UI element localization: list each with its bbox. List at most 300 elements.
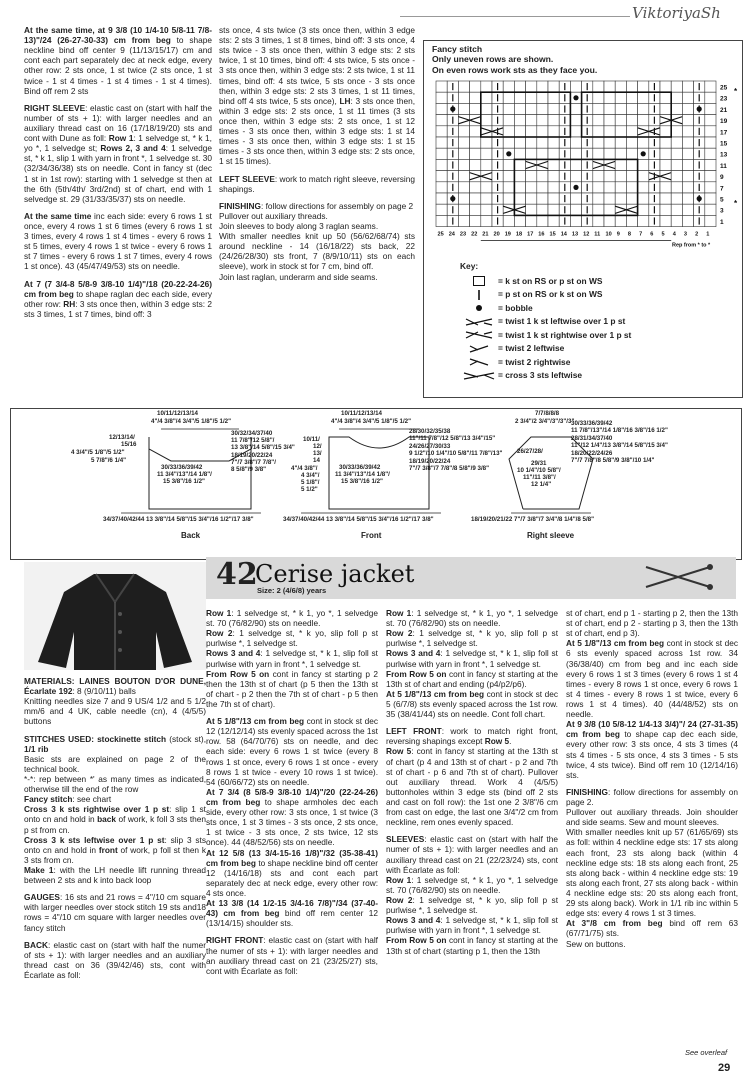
grid-cell <box>638 92 649 103</box>
row-number: 19 <box>720 118 728 126</box>
grid-cell <box>570 148 581 159</box>
grid-cell <box>514 148 525 159</box>
grid-cell <box>615 137 626 148</box>
front-inner3: 15 3/8"/16 1/2" <box>341 478 383 485</box>
grid-cell <box>705 171 716 182</box>
grid-cell <box>638 182 649 193</box>
grid-cell <box>436 137 447 148</box>
top-col1-paragraph-2: RIGHT SLEEVE: elastic cast on (start with half the number of sts + 1): with larger needles and an auxiliary thread cast on 16 (17/18/19/20) sts and cont with Dune as foll: Row 1: 1 selvedge st, * k 1, yo *, 1 selvedge st; Rows 2, 3 and 4: 1 selvedge st, * k 1, slip 1 with yarn in front *, 1 selvedge st. 30 (32/34/36/38) sts on needle. Cont in fancy st (dec 1 st in 1st row): starting with 1 selvedge st then at the 6th (5th/4th/ 3rd/2nd) st of chart, end with 1 selvedge st. 29 (31/33/35/37) sts on needle. <box>24 102 212 204</box>
front-top: 10/11/12/13/14 <box>341 410 382 417</box>
grid-cell <box>593 115 604 126</box>
grid-cell <box>638 193 649 204</box>
back-label: Back <box>181 531 201 540</box>
front-right6: 7"/7 3/8"/7 7/8"/8 5/8"/9 3/8" <box>409 465 490 472</box>
front-right2: 11"/11 7/8"/12 5/8"/13 3/4"/15" <box>409 435 496 442</box>
grid-cell <box>660 159 671 170</box>
front-left6: 4 3/4"/ <box>301 472 320 479</box>
grid-cell <box>682 92 693 103</box>
grid-cell <box>514 137 525 148</box>
bottom-column-4 <box>566 608 738 1048</box>
bottom-column-1 <box>24 676 206 1048</box>
row-number: 17 <box>720 129 728 137</box>
grid-cell <box>458 182 469 193</box>
sleeve-right2: 11 7/8"/13"/14 1/8"/16 3/8"/16 1/2" <box>571 427 668 434</box>
top-column-1 <box>24 25 212 403</box>
sleeve-bottom: 18/19/20/21/22 7"/7 3/8"/7 3/4"/8 1/4"/8 5/8" <box>471 516 595 523</box>
grid-cell <box>682 204 693 215</box>
sleeve-right5: 18/20/22/24/26 <box>571 450 613 457</box>
sleeve-right1: 30/33/36/39/42 <box>571 420 613 427</box>
back-inner2: 11 3/4"/13"/14 1/8"/ <box>157 471 212 478</box>
key-row <box>460 355 631 369</box>
bottom-column-2 <box>206 608 378 1048</box>
column-number: 18 <box>515 231 523 238</box>
grid-cell <box>503 126 514 137</box>
grid-cell <box>604 182 615 193</box>
grid-cell <box>548 215 559 226</box>
grid-cell <box>705 81 716 92</box>
grid-cell <box>593 103 604 114</box>
grid-cell <box>548 103 559 114</box>
grid-cell <box>470 193 481 204</box>
grid-cell <box>705 115 716 126</box>
grid-cell <box>503 103 514 114</box>
grid-cell <box>470 204 481 215</box>
grid-cell <box>626 159 637 170</box>
grid-cell <box>537 182 548 193</box>
see-overleaf: See overleaf <box>685 1048 728 1057</box>
column-number: 22 <box>471 231 478 238</box>
grid-cell <box>604 204 615 215</box>
grid-cell <box>526 137 537 148</box>
grid-cell <box>570 137 581 148</box>
sleeve-inner3: 10 1/4"/10 5/8"/ <box>517 467 561 474</box>
top-col1-paragraph-4: At 7 (7 3/4-8 5/8-9 3/8-10 1/4)"/18 (20-22-24-26) cm from beg to shape raglan dec each side, every other row: RH: 3 sts once then, within 3 edge sts: 2 sts 3 times, 1 st 7 times, bind off: 3 <box>24 278 212 319</box>
grid-cell <box>503 215 514 226</box>
top-column-2 <box>219 25 415 403</box>
grid-cell <box>526 193 537 204</box>
sleeve-right3: 28/31/34/37/40 <box>571 435 613 442</box>
grid-cell <box>660 204 671 215</box>
grid-cell <box>514 81 525 92</box>
row-number: 15 <box>720 140 728 148</box>
column-number: 15 <box>549 231 556 238</box>
grid-cell <box>638 103 649 114</box>
grid-cell <box>548 182 559 193</box>
back-left1: 12/13/14/ <box>109 434 135 441</box>
grid-cell <box>660 126 671 137</box>
column-number: 16 <box>538 231 545 238</box>
grid-cell <box>604 126 615 137</box>
grid-cell <box>458 148 469 159</box>
jacket-photo <box>24 562 206 670</box>
grid-cell <box>548 92 559 103</box>
grid-cell <box>481 182 492 193</box>
grid-cell <box>593 126 604 137</box>
key-label: = twist 1 k st rightwise over 1 p st <box>498 329 632 340</box>
grid-cell <box>481 159 492 170</box>
bottom-col1-paragraph-3: GAUGES: 16 sts and 21 rows = 4"/10 cm square with larger needles over stock stitch 19 sts and18 rows = 4"/10 cm square with larger needles over fancy stitch <box>24 892 206 933</box>
grid-cell <box>537 81 548 92</box>
column-number: 1 <box>706 231 710 238</box>
grid-cell <box>458 204 469 215</box>
grid-cell <box>570 171 581 182</box>
grid-cell <box>615 159 626 170</box>
grid-cell <box>537 103 548 114</box>
grid-cell <box>458 159 469 170</box>
back-left2: 15/16 <box>121 441 137 448</box>
grid-cell <box>537 92 548 103</box>
grid-cell <box>526 215 537 226</box>
grid-cell <box>526 171 537 182</box>
grid-cell <box>604 215 615 226</box>
rep-star-top: * <box>734 87 738 97</box>
grid-cell <box>705 137 716 148</box>
grid-cell <box>570 159 581 170</box>
bottom-col3-paragraph-1: Row 1: 1 selvedge st, * k 1, yo *, 1 selvedge st. 70 (76/82/90) sts on needle. Row 2: 1 selvedge st, * k yo, slip foll p st purlwise *, 1 selvedge st. Rows 3 and 4: 1 selvedge st, * k 1, slip foll st purlwise with yarn in front *, 1 selvedge st. From Row 5 on cont in fancy st starting at the 13th st of chart and ending (p4/p2/p6). At 5 1/8"/13 cm from beg cont in stock st dec 5 (6/7/8) sts evenly spaced across the 1st row. 35 (38/41/44) sts on needle. Cont foll chart. <box>386 608 558 720</box>
column-number: 9 <box>616 231 620 238</box>
grid-cell <box>548 126 559 137</box>
grid-cell <box>503 81 514 92</box>
grid-cell <box>671 137 682 148</box>
grid-cell <box>436 182 447 193</box>
back-right4: 18/19/20/22/24 <box>231 452 273 459</box>
row-number: 1 <box>720 218 724 226</box>
grid-cell <box>626 137 637 148</box>
back-top2: 4"/4 3/8"/4 3/4"/5 1/8"/5 1/2" <box>151 418 232 425</box>
front-left2: 12/ <box>313 443 322 450</box>
grid-cell <box>537 204 548 215</box>
grid-cell <box>514 215 525 226</box>
chart-key <box>460 261 631 382</box>
grid-cell <box>470 137 481 148</box>
sleeve-right4: 11"/12 1/4"/13 3/8"/14 5/8"/15 3/4" <box>571 442 668 449</box>
grid-cell <box>671 126 682 137</box>
grid-cell <box>604 193 615 204</box>
rep-star-bottom: * <box>734 199 738 209</box>
row-number: 9 <box>720 174 724 182</box>
row-number: 25 <box>720 84 728 92</box>
key-label: = bobble <box>498 302 533 313</box>
grid-cell <box>526 103 537 114</box>
twist-right-icon <box>460 330 498 340</box>
knitting-needles-icon <box>644 557 714 599</box>
grid-cell <box>682 159 693 170</box>
grid-cell <box>436 103 447 114</box>
grid-cell <box>705 215 716 226</box>
bobble-mark <box>697 106 702 111</box>
sleeve-inner1: 26/27/28/ <box>517 448 543 455</box>
grid-cell <box>615 81 626 92</box>
grid-cell <box>660 92 671 103</box>
grid-cell <box>537 193 548 204</box>
grid-cell <box>682 81 693 92</box>
grid-cell <box>481 115 492 126</box>
grid-cell <box>671 159 682 170</box>
row-number: 21 <box>720 106 728 114</box>
grid-cell <box>626 215 637 226</box>
sleeve-top2: 2 3/4"/2 3/4"/3"/3"/3" <box>515 418 575 425</box>
grid-cell <box>604 171 615 182</box>
grid-cell <box>593 171 604 182</box>
grid-cell <box>458 81 469 92</box>
front-left3: 13/ <box>313 450 322 457</box>
grid-cell <box>604 81 615 92</box>
bobble-mark <box>573 95 578 100</box>
column-number: 5 <box>661 231 665 238</box>
grid-cell <box>481 215 492 226</box>
back-left4: 5 7/8"/6 1/4" <box>91 457 127 464</box>
schematics-panel <box>10 408 742 560</box>
key-label: = twist 1 k st leftwise over 1 p st <box>498 316 626 327</box>
front-right5: 18/19/20/22/24 <box>409 458 451 465</box>
bobble-mark <box>450 106 455 111</box>
key-row <box>460 315 631 329</box>
grid-cell <box>660 182 671 193</box>
grid-cell <box>481 193 492 204</box>
top-col2-paragraph-2: LEFT SLEEVE: work to match right sleeve, reversing shapings. <box>219 173 415 194</box>
grid-cell <box>705 182 716 193</box>
grid-cell <box>705 148 716 159</box>
bottom-col2-paragraph-1: Row 1: 1 selvedge st, * k 1, yo *, 1 selvedge st. 70 (76/82/90) sts on needle. Row 2: 1 selvedge st, * k yo, slip foll p st purlwise *, 1 selvedge st. Rows 3 and 4: 1 selvedge st, * k 1, slip foll st purlwise with yarn in front *, 1 selvedge st. From Row 5 on cont in fancy st starting p 2 then the 13th st of chart (p 5 then the 13th st of chart - p 2 then the 7th st of chart - p 5 then the 7th st of chart). <box>206 608 378 709</box>
front-right1: 28/30/32/35/38 <box>409 428 451 435</box>
grid-cell <box>682 103 693 114</box>
grid-cell <box>615 215 626 226</box>
bottom-col2-paragraph-2: At 5 1/8"/13 cm from beg cont in stock st dec 12 (12/12/14) sts evenly spaced across the 1st row. 58 (64/70/76) sts on needle, and dec each side: every 6 rows 1 st twice (every 8 rows 1 st once, every 6 rows 1 st once - every 8 rows 1 st twice - every 10 rows 1 st twice). 54 (60/66/72) sts on needle. At 7 3/4 (8 5/8-9 3/8-10 1/4)"/20 (22-24-26) cm from beg to shape armholes dec each side, every other row: 3 sts once, 1 st twice (3 sts once, 1 st 3 times - 3 sts once, 2 sts once, 1 st twice - 3 sts once, 2 sts twice, 12 sts once). 44 (48/52/56) sts on needle. At 12 5/8 (13 3/4-15-16 1/8)"/32 (35-38-41) cm from beg to shape neckline bind off center 12 (14/16/18) sts and cont each part separately dec at neck edge, every other row: 4 sts once. At 13 3/8 (14 1/2-15 3/4-16 7/8)"/34 (37-40-43) cm from beg bind off rem center 12 (13/14/15) shoulder sts. <box>206 716 378 929</box>
grid-cell <box>615 92 626 103</box>
grid-cell <box>436 204 447 215</box>
grid-cell <box>537 215 548 226</box>
grid-cell <box>638 215 649 226</box>
grid-cell <box>514 159 525 170</box>
back-right5: 7"/7 3/8"/7 7/8"/ <box>231 459 276 466</box>
grid-cell <box>626 81 637 92</box>
bottom-col1-paragraph-2: STITCHES USED: stockinette stitch (stock st), 1/1 rib Basic sts are explained on page 2 of the technical book. *-*: rep between *' as many times as indicated, otherwise till the end of the row Fancy stitch: see chart Cross 3 k sts rightwise over 1 p st: slip 1 st onto cn and hold in back of work, k foll 3 sts then p st from cn. Cross 3 k sts leftwise over 1 p st: slip 3 sts onto cn and hold in front of work, p foll st then k 3 sts from cn. Make 1: with the LH needle lift running thread between 2 sts and k into back loop <box>24 733 206 886</box>
grid-cell <box>705 126 716 137</box>
bottom-column-3 <box>386 608 558 1048</box>
grid-cell <box>593 148 604 159</box>
key-label: = cross 3 sts leftwise <box>498 370 583 381</box>
sleeve-label: Right sleeve <box>527 531 575 540</box>
sleeve-inner4: 11"/11 3/8"/ <box>523 474 556 481</box>
key-title: Key: <box>460 261 479 271</box>
grid-cell <box>470 92 481 103</box>
bottom-col3-paragraph-3: SLEEVES: elastic cast on (start with half the numer of sts + 1): with larger needles and an auxiliary thread cast on 21 (22/23/24) sts, cont with Écarlate as foll: Row 1: 1 selvedge st, * k 1, yo *, 1 selvedge st. 70 (76/82/90) sts on needle. Row 2: 1 selvedge st, * k yo, slip foll p st purlwise *, 1 selvedge st. Rows 3 and 4: 1 selvedge st, * k 1, slip foll st purlwise with yarn in front *, 1 selvedge st. From Row 5 on cont in fancy st starting at the 13th st of chart (starting p 1, then the 13th <box>386 834 558 956</box>
grid-cell <box>514 171 525 182</box>
grid-cell <box>436 159 447 170</box>
bottom-col1-paragraph-4: BACK: elastic cast on (start with half the numer of sts + 1): with larger needles and an auxiliary thread cast on 36 (39/42/46) sts, cont with Écarlate as foll: <box>24 939 206 980</box>
bottom-col1-paragraph-1: MATERIALS: LAINES BOUTON D'OR DUNE, Écarlate 192: 8 (9/10/11) balls Knitting needles size 7 and 9 US/4 1/2 and 5 1/2 mm/6 and 4 UK, cable needle (cn), 4 (4/5/5) buttons <box>24 676 206 727</box>
front-left7: 5 1/8"/ <box>301 479 320 486</box>
key-row <box>460 274 631 288</box>
grid-cell <box>671 193 682 204</box>
grid-cell <box>458 103 469 114</box>
header-rule <box>400 16 630 17</box>
key-label: = twist 2 rightwise <box>498 356 571 367</box>
grid-cell <box>604 137 615 148</box>
key-label: = p st on RS or k st on WS <box>498 289 603 300</box>
grid-cell <box>458 193 469 204</box>
grid-cell <box>470 148 481 159</box>
front-right4: 9 1/2"/10 1/4"/10 5/8"/11 7/8"/13" <box>409 450 503 457</box>
column-number: 17 <box>527 231 534 238</box>
jacket-illustration <box>24 562 206 670</box>
grid-cell <box>526 204 537 215</box>
front-inner2: 11 3/4"/13"/14 1/8"/ <box>335 471 390 478</box>
grid-cell <box>671 148 682 159</box>
grid-cell <box>436 215 447 226</box>
grid-cell <box>481 81 492 92</box>
grid-cell <box>548 193 559 204</box>
back-left3: 4 3/4"/5 1/8"/5 1/2" <box>71 449 125 456</box>
grid-cell <box>705 92 716 103</box>
grid-cell <box>548 204 559 215</box>
grid-cell <box>481 204 492 215</box>
grid-cell <box>503 193 514 204</box>
grid-cell <box>626 193 637 204</box>
grid-cell <box>638 137 649 148</box>
grid-cell <box>615 115 626 126</box>
front-bottom: 34/37/40/42/44 13 3/8"/14 5/8"/15 3/4"/16 1/2"/17 3/8" <box>283 516 434 523</box>
grid-cell <box>660 137 671 148</box>
grid-cell <box>470 103 481 114</box>
bobble-mark <box>697 196 702 201</box>
column-number: 24 <box>448 231 455 238</box>
grid-cell <box>470 215 481 226</box>
grid-cell <box>436 193 447 204</box>
back-inner1: 30/33/36/39/42 <box>161 464 203 471</box>
grid-cell <box>615 103 626 114</box>
front-left1: 10/11/ <box>303 436 320 443</box>
grid-cell <box>682 137 693 148</box>
column-number: 20 <box>493 231 500 238</box>
column-number: 23 <box>459 231 467 238</box>
top-col1-paragraph-1: At the same time, at 9 3/8 (10 1/4-10 5/8-11 7/8-13)"/24 (26-27-30-33) cm from beg to shape neckline bind off center 9 (11/13/15/17) cm and cont each part separately dec at neck edge, every other row: 2 sts once, 1 st twice (2 sts once, 1 st twice - 1 st 4 times - 1 st 4 times - 1 st 4 times). Bind off rem 2 sts <box>24 25 212 96</box>
grid-cell <box>514 193 525 204</box>
chart-subtitle-1: Only uneven rows are shown. <box>432 54 554 65</box>
bottom-col4-paragraph-1: st of chart, end p 1 - starting p 2, then the 13th st of chart, end p 2 - starting p 3, then the 13th st of chart, end p 3). At 5 1/8"/13 cm from beg cont in stock st dec 6 sts evenly spaced across 1st row. 34 (36/38/40) cm from beg and inc each side every 6 rows 1 st 3 times (every 6 rows 1 st 4 times - every 8 rows 1 st once, every 6 rows 1 st 4 times - every 8 rows 1 st twice, every 6 rows 1 st 4 times). 40 (44/48/52) sts on needle. At 9 3/8 (10 5/8-12 1/4-13 3/4)"/ 24 (27-31-35) cm from beg to shape cap dec each side, every other row: 3 sts once, 4 sts 3 times (4 sts 4 times - 5 sts once, 4 sts 3 times - 5 sts twice, 4 sts twice). Bind off rem 10 (12/14/16) sts. <box>566 608 738 780</box>
grid-cell <box>638 159 649 170</box>
back-right1: 30/32/34/37/40 <box>231 430 273 437</box>
grid-cell <box>548 81 559 92</box>
row-number: 3 <box>720 207 724 215</box>
grid-cell <box>503 92 514 103</box>
column-number: 3 <box>683 231 688 238</box>
column-number: 4 <box>672 231 676 238</box>
key-row <box>460 328 631 342</box>
grid-cell <box>604 103 615 114</box>
grid-cell <box>548 171 559 182</box>
grid-cell <box>671 171 682 182</box>
grid-cell <box>671 103 682 114</box>
grid-cell <box>615 126 626 137</box>
key-label: = twist 2 leftwise <box>498 343 565 354</box>
grid-cell <box>514 182 525 193</box>
top-col2-paragraph-3: FINISHING: follow directions for assembly on page 2 Pullover out auxiliary threads. Join sleeves to body along 3 raglan seams. With smaller needles knit up 50 (56/62/68/74) sts around neckline - 14 (16/18/22) sts back, 22 (24/26/28/30) sts front, 7 (8/9/10/11) sts on each sleeve), work in stock st for 7 cm, bind off. Join last raglan, underarm and side seams. <box>219 200 415 282</box>
grid-cell <box>570 215 581 226</box>
grid-cell <box>638 204 649 215</box>
knit-square-icon <box>460 276 498 286</box>
bobble-mark <box>450 196 455 201</box>
grid-cell <box>615 171 626 182</box>
grid-cell <box>526 92 537 103</box>
grid-cell <box>526 182 537 193</box>
grid-cell <box>537 137 548 148</box>
grid-cell <box>503 182 514 193</box>
grid-cell <box>537 126 548 137</box>
grid-cell <box>570 126 581 137</box>
grid-cell <box>458 215 469 226</box>
grid-cell <box>615 193 626 204</box>
grid-cell <box>682 148 693 159</box>
sleeve-right6: 7"/7 7/8"/8 5/8"/9 3/8"/10 1/4" <box>571 457 655 464</box>
grid-cell <box>570 193 581 204</box>
cross3-left-icon <box>460 371 498 381</box>
bobble-mark <box>573 185 578 190</box>
grid-cell <box>682 215 693 226</box>
grid-cell <box>458 126 469 137</box>
grid-cell <box>570 204 581 215</box>
top-col2-paragraph-1: sts once, 4 sts twice (3 sts once then, within 3 edge sts: 2 sts 3 times, 1 st 8 times, bind off: 3 sts once, 4 sts twice - 3 sts once then, within 3 edge sts: 2 sts twice, 1 st 10 times, bind off: 4 sts twice, 5 sts once - 3 sts once then, within 3 edge sts: 2 sts twice, 1 st 11 times, bind off: 4 sts twice, 5 sts once - 3 sts once then, within 3 edge sts: 2 sts 3 times, 1 st 11 times, bind off 4 sts twice, 5 sts once), LH: 3 sts once then, within 3 edge sts: 2 sts once, 1 st 11 times (3 sts once then, within 3 edge sts: 2 sts once, 1 st 12 times - 3 sts once then, within 3 edge sts: 1 st 14 times - 3 sts once then, within 3 edge sts: 1 st 15 times - 3 sts once then, within 3 edge sts: 2 sts once, 1 st 15 times). <box>219 25 415 167</box>
twist2-left-icon <box>460 344 498 354</box>
bottom-col2-paragraph-3: RIGHT FRONT: elastic cast on (start with half the numer of sts + 1): with larger needles and an auxiliary thread cast on 21 (23/25/27) sts, cont with Écarlate as foll: <box>206 935 378 976</box>
key-row <box>460 369 631 383</box>
front-left4: 14 <box>313 457 320 464</box>
grid-cell <box>458 171 469 182</box>
grid-cell <box>682 171 693 182</box>
grid-cell <box>593 204 604 215</box>
grid-cell <box>615 148 626 159</box>
grid-cell <box>514 126 525 137</box>
grid-cell <box>503 159 514 170</box>
rep-label: Rep from * to * <box>672 242 711 249</box>
grid-cell <box>514 92 525 103</box>
grid-cell <box>470 182 481 193</box>
grid-cell <box>526 148 537 159</box>
grid-cell <box>570 103 581 114</box>
key-label: = k st on RS or p st on WS <box>498 275 603 286</box>
grid-cell <box>470 159 481 170</box>
grid-cell <box>503 115 514 126</box>
grid-cell <box>503 137 514 148</box>
front-left5: 4"/4 3/8"/ <box>291 465 318 472</box>
page-number: 29 <box>718 1062 731 1074</box>
grid-cell <box>638 115 649 126</box>
key-row <box>460 342 631 356</box>
grid-cell <box>626 148 637 159</box>
row-number: 13 <box>720 151 728 159</box>
grid-cell <box>436 126 447 137</box>
bottom-col3-paragraph-2: LEFT FRONT: work to match right front, reversing shapings except Row 5. Row 5: cont in fancy st starting at the 13th st of chart (p 4 and 13th st of chart - p 2 and 7th st of chart - p 6 and 7th st of chart). Pullover out auxiliary thread. Work 4 (4/5/5) buttonholes within 3 edge sts (bind off 2 sts and cast on foll row): the 1st one 2 3/8"/6 cm from cast on edge, the last one 3/4"/2 cm from neckline, rem ones evenly spaced. <box>386 726 558 828</box>
grid-cell <box>537 115 548 126</box>
grid-cell <box>548 148 559 159</box>
grid-cell <box>626 103 637 114</box>
row-number: 7 <box>720 185 724 193</box>
grid-cell <box>593 182 604 193</box>
sleeve-top: 7/7/8/8/8 <box>535 410 560 417</box>
grid-cell <box>570 81 581 92</box>
row-number: 23 <box>720 95 728 103</box>
grid-cell <box>626 182 637 193</box>
grid-cell <box>638 171 649 182</box>
column-number: 6 <box>650 231 654 238</box>
column-number: 8 <box>627 231 632 238</box>
column-number: 19 <box>504 231 511 238</box>
grid-cell <box>682 115 693 126</box>
back-right2: 11 7/8"/12 5/8"/ <box>231 437 275 444</box>
column-number: 2 <box>695 231 699 238</box>
front-inner1: 30/33/36/39/42 <box>339 464 381 471</box>
